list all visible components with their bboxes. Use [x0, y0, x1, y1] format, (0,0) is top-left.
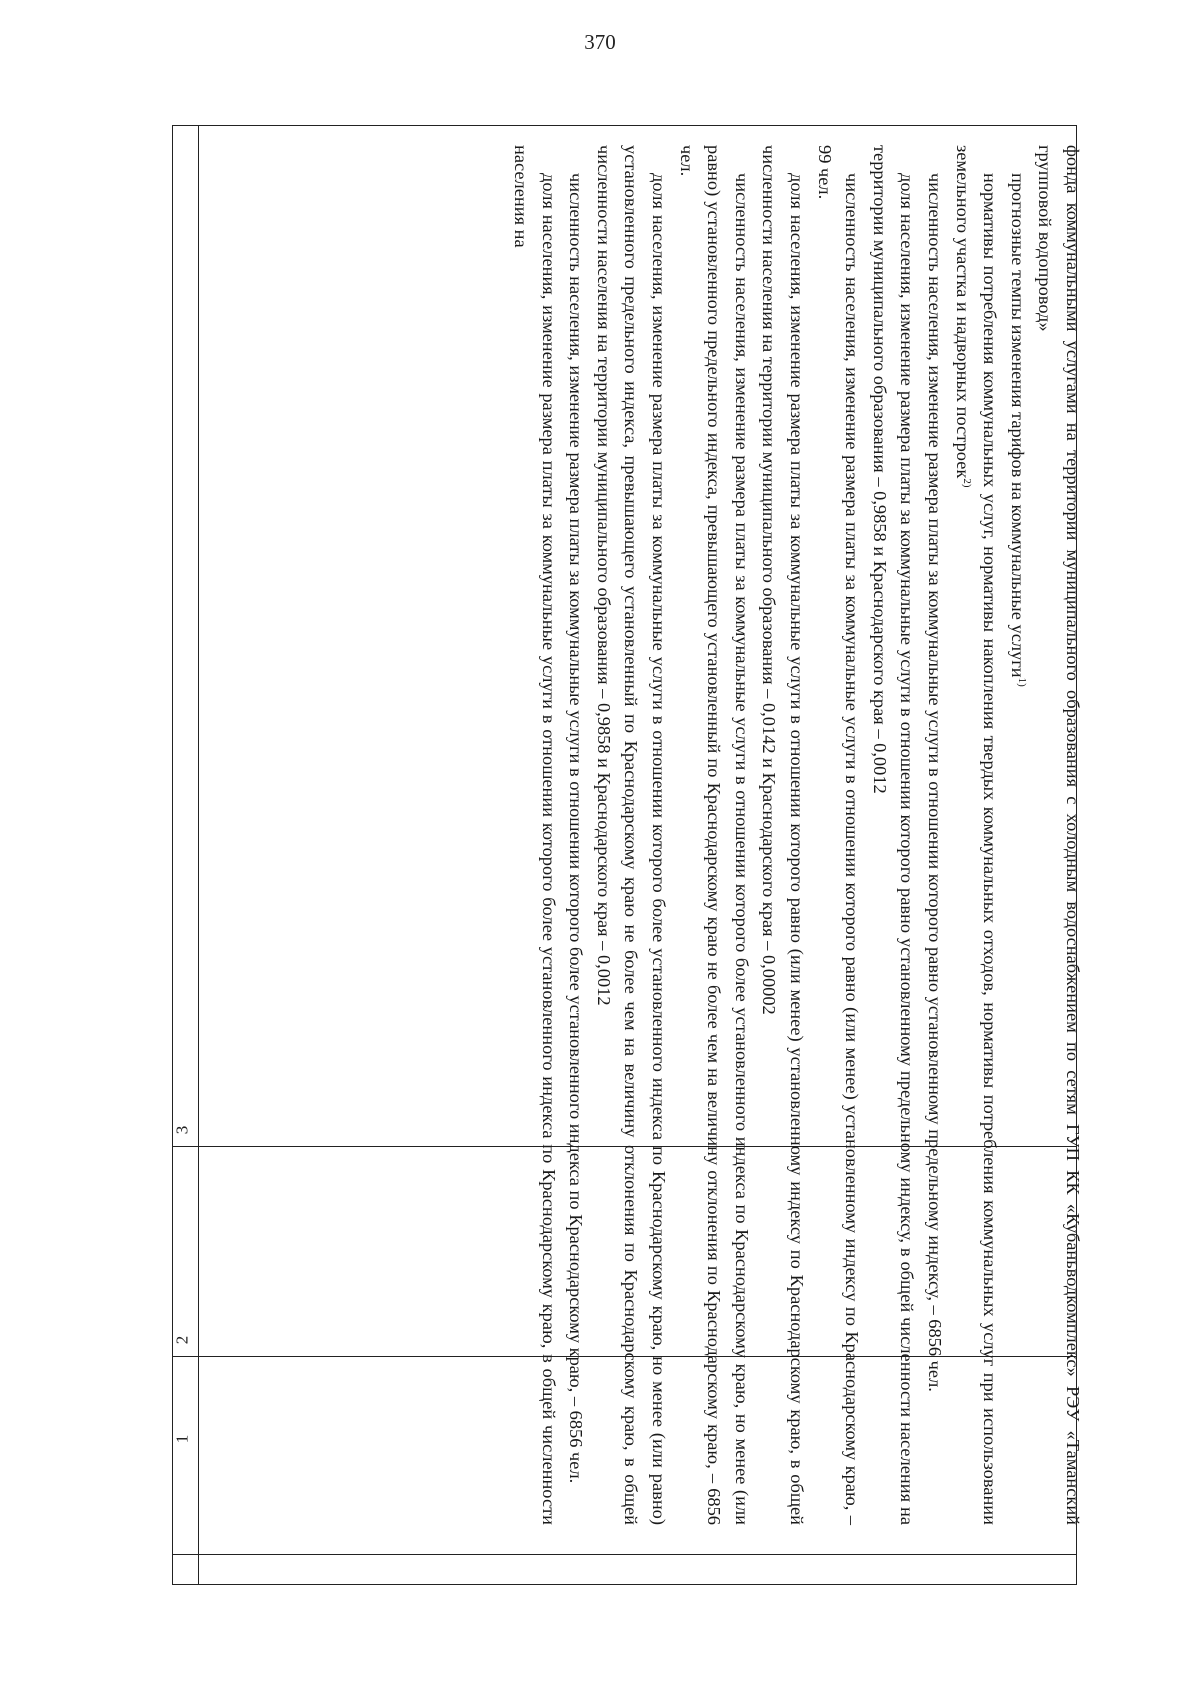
paragraph: численность населения, изменение размера платы за коммунальные услуги в отношении которого равно установленному предельному индексу, – 6856 чел.	[925, 173, 946, 1392]
paragraph: численность населения, изменение размера платы за коммунальные услуги в отношении которого более установленного индекса по Краснодарскому краю, – 6856 чел.	[566, 173, 587, 1484]
paragraph: прогнозные темпы изменения тарифов на коммунальные услуги$^{1)}$	[1007, 173, 1028, 687]
header-col-1: 1	[172, 1434, 192, 1444]
paragraph: доля населения, изменение размера платы за коммунальные услуги в отношении которого более установленного индекса по Краснодарскому краю, но менее (или равно) установленного предельного индекса, превышающего установленный по Краснодарскому краю не более чем на величину отклонения по Краснодарскому краю, в общей численности населения на территории муниципального образования – 0,9858 и Краснодарского края – 0,0012	[593, 145, 670, 1525]
paragraph: численность населения, изменение размера платы за коммунальные услуги в отношении которого равно (или менее) установленному индексу по Краснодарскому краю, – 99 чел.	[814, 145, 863, 1525]
paragraph: доля населения, изменение размера платы за коммунальные услуги в отношении которого равно (или менее) установленному индексу по Краснодарскому краю, в общей численности населения на территории муниципального образования – 0,0142 и Краснодарского края – 0,00002	[759, 145, 808, 1525]
paragraph: фонда коммунальными услугами на территории муниципального образования с холодным водоснабжением по сетям ГУП КК «Кубаньводкомплекс» РЭУ «Таманский групповой водопровод»	[1035, 145, 1083, 1525]
page-number: 370	[584, 30, 616, 54]
rotated-content	[172, 135, 1086, 1535]
paragraph: численность населения, изменение размера платы за коммунальные услуги в отношении которого более установленного индекса по Краснодарскому краю, но менее (или равно) установленного предельного индекса, превышающего установленный по Краснодарскому краю не более чем на величину отклонения по Краснодарскому краю, – 6856 чел.	[676, 145, 752, 1525]
header-col-3: 3	[172, 1125, 192, 1135]
column-3-text	[196, 135, 1086, 1535]
paragraph: доля населения, изменение размера платы за коммунальные услуги в отношении которого более установленного индекса по Краснодарскому краю, в общей численности населения на	[511, 145, 559, 1525]
paragraph: нормативы потребления коммунальных услуг, нормативы накопления твердых коммунальных отходов, нормативы потребления коммунальных услуг при использовании земельного участка и надворных построек$^{2)}$	[952, 145, 1001, 1525]
paragraph: доля населения, изменение размера платы за коммунальные услуги в отношении которого равно установленному предельному индексу, в общей численности населения на территории муниципального образования – 0,9858 и Краснодарского края – 0,0012	[869, 145, 918, 1525]
header-col-2: 2	[172, 1335, 192, 1345]
header-row-divider	[173, 1554, 1076, 1555]
